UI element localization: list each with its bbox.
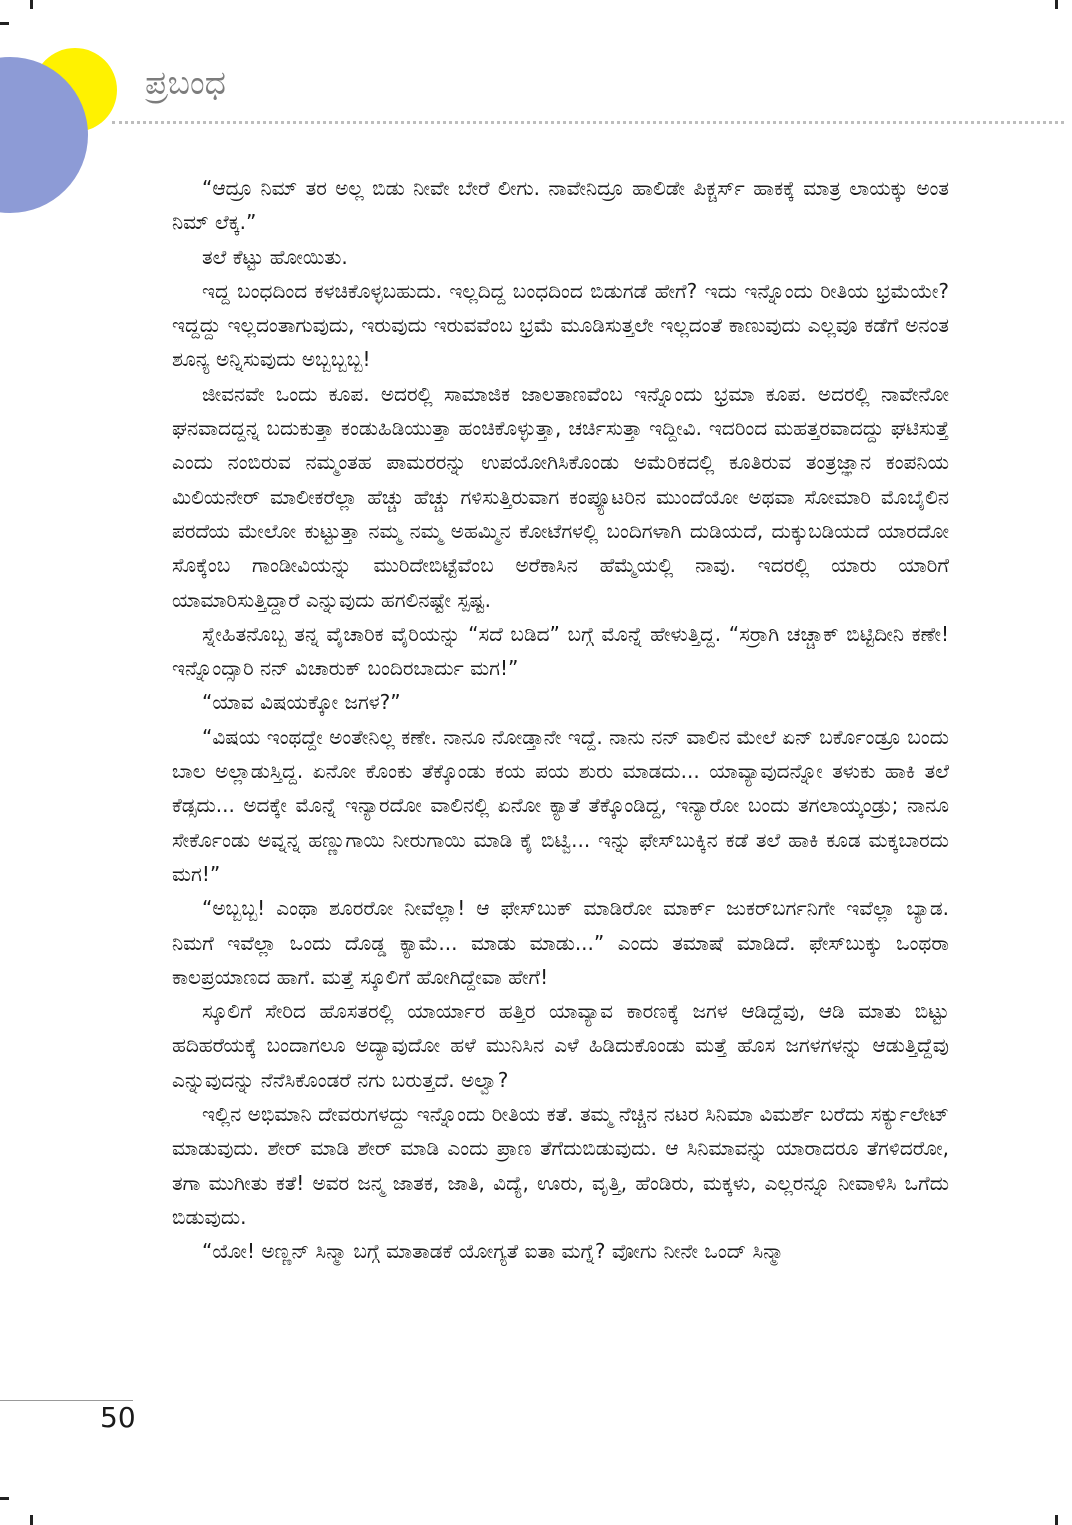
article-body [172,171,949,1269]
paragraph: “ಯಾವ ವಿಷಯಕ್ಕೋ ಜಗಳ?” [202,690,401,715]
paragraph: “ವಿಷಯ ಇಂಥದ್ದೇ ಅಂತೇನಿಲ್ಲ ಕಣೇ. ನಾನೂ ನೋಡ್ತಾನೇ ಇದ್ದೆ. ನಾನು ನನ್ ವಾಲಿನ ಮೇಲೆ ಏನ್ ಬರ್ಕೊಂಡ್ರೂ ಬಂದು ಬಾಲ ಅಲ್ಲಾಡುಸ್ತಿದ್ದ. ಏನೋ ಕೊಂಕು ತೆಕ್ಕೊಂಡು ಕಯ ಪಯ ಶುರು ಮಾಡದು... ಯಾವ್ಯಾವುದನ್ನೋ ತಳುಕು ಹಾಕಿ ತಲೆ ಕೆಡ್ಸದು... ಅದಕ್ಕೇ ಮೊನ್ನೆ ಇನ್ಯಾರದೋ ವಾಲಿನಲ್ಲಿ ಏನೋ ಕ್ಯಾತೆ ತೆಕ್ಕೊಂಡಿದ್ದ, ಇನ್ಯಾರೋ ಬಂದು ತಗಲಾಯ್ಕಂಡ್ರು; ನಾನೂ ಸೇರ್ಕೊಂಡು ಅವ್ನನ್ನ ಹಣ್ಣುಗಾಯಿ ನೀರುಗಾಯಿ ಮಾಡಿ ಕೈ ಬಿಟ್ವಿ... ಇನ್ನು ಫೇಸ್‌ಬುಕ್ಕಿನ ಕಡೆ ತಲೆ ಹಾಕಿ ಕೂಡ ಮಕ್ಕಬಾರದು ಮಗ!” [172,724,949,886]
paragraph: “ಅಬ್ಬಬ್ಬ! ಎಂಥಾ ಶೂರರೋ ನೀವೆಲ್ಲಾ! ಆ ಫೇಸ್‌ಬುಕ್ ಮಾಡಿರೋ ಮಾರ್ಕ್ ಜುಕರ್‌ಬರ್ಗನಿಗೇ ಇವೆಲ್ಲಾ ಬ್ಯಾಡ. ನಿಮಗೆ ಇವೆಲ್ಲಾ ಒಂದು ದೊಡ್ಡ ಕ್ಯಾಮೆ... ಮಾಡು ಮಾಡು...” ಎಂದು ತಮಾಷೆ ಮಾಡಿದೆ. ಫೇಸ್‌ಬುಕ್ಕು ಒಂಥರಾ ಕಾಲಪ್ರಯಾಣದ ಹಾಗೆ. ಮತ್ತೆ ಸ್ಕೂಲಿಗೆ ಹೋಗಿದ್ದೇವಾ ಹೇಗೆ! [172,896,949,989]
paragraph: “ಆದ್ರೂ ನಿಮ್ ತರ ಅಲ್ಲ ಬಿಡು ನೀವೇ ಬೇರೆ ಲೀಗು. ನಾವೇನಿದ್ರೂ ಹಾಲಿಡೇ ಪಿಕ್ಚರ್ಸ್ ಹಾಕಕ್ಕೆ ಮಾತ್ರ ಲಾಯಕ್ಕು ಅಂತ ನಿಮ್ ಲೆಕ್ಕ.” [172,176,949,235]
paragraph: ಸ್ನೇಹಿತನೊಬ್ಬ ತನ್ನ ವೈಚಾರಿಕ ವೈರಿಯನ್ನು “ಸದೆ ಬಡಿದ” ಬಗ್ಗೆ ಮೊನ್ನೆ ಹೇಳುತ್ತಿದ್ದ. “ಸರ್ರಾಗಿ ಚಚ್ಚಾಕ್ ಬಿಟ್ಟಿದೀನಿ ಕಣೇ! ಇನ್ನೊಂದ್ಸಾರಿ ನನ್ ವಿಚಾರುಕ್ ಬಂದಿರಬಾರ್ದು ಮಗ!” [172,621,949,681]
paragraph: ಸ್ಕೂಲಿಗೆ ಸೇರಿದ ಹೊಸತರಲ್ಲಿ ಯಾರ್ಯಾರ ಹತ್ತಿರ ಯಾವ್ಯಾವ ಕಾರಣಕ್ಕೆ ಜಗಳ ಆಡಿದ್ದೆವು, ಆಡಿ ಮಾತು ಬಿಟ್ಟು ಹದಿಹರೆಯಕ್ಕೆ ಬಂದಾಗಲೂ ಅದ್ಯಾವುದೋ ಹಳೆ ಮುನಿಸಿನ ಎಳೆ ಹಿಡಿದುಕೊಂಡು ಮತ್ತೆ ಹೊಸ ಜಗಳಗಳನ್ನು ಆಡುತ್ತಿದ್ದೆವು ಎನ್ನುವುದನ್ನು ನೆನೆಸಿಕೊಂಡರೆ ನಗು ಬರುತ್ತದೆ. ಅಲ್ವಾ? [172,999,949,1092]
paragraph: ತಲೆ ಕೆಟ್ಟು ಹೋಯಿತು. [202,244,348,269]
crop-mark-bottom-left [30,1515,33,1525]
paragraph: ಇದ್ದ ಬಂಧದಿಂದ ಕಳಚಿಕೊಳ್ಳಬಹುದು. ಇಲ್ಲದಿದ್ದ ಬಂಧದಿಂದ ಬಿಡುಗಡೆ ಹೇಗೆ? ಇದು ಇನ್ನೊಂದು ರೀತಿಯ ಭ್ರಮೆಯೇ? ಇದ್ದದ್ದು ಇಲ್ಲದಂತಾಗುವುದು, ಇರುವುದು ಇರುವವೆಂಬ ಭ್ರಮೆ ಮೂಡಿಸುತ್ತಲೇ ಇಲ್ಲದಂತೆ ಕಾಣುವುದು ಎಲ್ಲವೂ ಕಡೆಗೆ ಅನಂತ ಶೂನ್ಯ ಅನ್ನಿಸುವುದು ಅಬ್ಬಬ್ಬಬ್ಬ! [172,278,949,372]
page-number: 50 [100,1401,136,1434]
title-dotted-rule [112,121,1064,124]
paragraph: ಇಲ್ಲಿನ ಅಭಿಮಾನಿ ದೇವರುಗಳದ್ದು ಇನ್ನೊಂದು ರೀತಿಯ ಕತೆ. ತಮ್ಮ ನೆಚ್ಚಿನ ನಟರ ಸಿನಿಮಾ ವಿಮರ್ಶೆ ಬರೆದು ಸರ್ಕ್ಯುಲೇಟ್ ಮಾಡುವುದು. ಶೇರ್ ಮಾಡಿ ಶೇರ್ ಮಾಡಿ ಎಂದು ಪ್ರಾಣ ತೆಗೆದುಬಿಡುವುದು. ಆ ಸಿನಿಮಾವನ್ನು ಯಾರಾದರೂ ತೆಗಳಿದರೋ, ತಗಾ ಮುಗೀತು ಕತೆ! ಅವರ ಜನ್ಮ ಜಾತಕ, ಜಾತಿ, ವಿದ್ಯೆ, ಊರು, ವೃತ್ತಿ, ಹೆಂಡಿರು, ಮಕ್ಕಳು, ಎಲ್ಲರನ್ನೂ ನೀವಾಳಿಸಿ ಒಗೆದು ಬಿಡುವುದು. [172,1102,949,1229]
paragraph: “ಯೋ! ಅಣ್ಣನ್ ಸಿನ್ಮಾ ಬಗ್ಗೆ ಮಾತಾಡಕೆ ಯೋಗ್ಯತೆ ಐತಾ ಮಗ್ನೆ? ವೋಗು ನೀನೇ ಒಂದ್ ಸಿನ್ಮಾ [202,1239,784,1264]
crop-mark-bottom-right [1055,1515,1058,1525]
paragraph: ಜೀವನವೇ ಒಂದು ಕೂಪ. ಅದರಲ್ಲಿ ಸಾಮಾಜಿಕ ಜಾಲತಾಣವೆಂಬ ಇನ್ನೊಂದು ಭ್ರಮಾ ಕೂಪ. ಅದರಲ್ಲಿ ನಾವೇನೋ ಘನವಾದದ್ದನ್ನ ಬದುಕುತ್ತಾ ಕಂಡುಹಿಡಿಯುತ್ತಾ ಹಂಚಿಕೊಳ್ಳುತ್ತಾ, ಚರ್ಚಿಸುತ್ತಾ ಇದ್ದೀವಿ. ಇದರಿಂದ ಮಹತ್ತರವಾದದ್ದು ಘಟಿಸುತ್ತೆ ಎಂದು ನಂಬಿರುವ ನಮ್ಮಂತಹ ಪಾಮರರನ್ನು ಉಪಯೋಗಿಸಿಕೊಂಡು ಅಮೆರಿಕದಲ್ಲಿ ಕೂತಿರುವ ತಂತ್ರಜ್ಞಾನ ಕಂಪನಿಯ ಮಿಲಿಯನೇರ್ ಮಾಲೀಕರೆಲ್ಲಾ ಹೆಚ್ಚು ಹೆಚ್ಚು ಗಳಿಸುತ್ತಿರುವಾಗ ಕಂಪ್ಯೂಟರಿನ ಮುಂದೆಯೋ ಅಥವಾ ಸೋಮಾರಿ ಮೊಬೈಲಿನ ಪರದೆಯ ಮೇಲೋ ಕುಟ್ಟುತ್ತಾ ನಮ್ಮ ನಮ್ಮ ಅಹಮ್ಮಿನ ಕೋಟೆಗಳಲ್ಲಿ ಬಂದಿಗಳಾಗಿ ದುಡಿಯದೆ, ದುಕ್ಕುಬಡಿಯದೆ ಯಾರದೋ ಸೊಕ್ಕೆಂಬ ಗಾಂಡೀವಿಯನ್ನು ಮುರಿದೇಬಿಟ್ಟೆವೆಂಬ ಅರೆಕಾಸಿನ ಹೆಮ್ಮೆಯಲ್ಲಿ ನಾವು. ಇದರಲ್ಲಿ ಯಾರು ಯಾರಿಗೆ ಯಾಮಾರಿಸುತ್ತಿದ್ದಾರೆ ಎನ್ನುವುದು ಹಗಲಿನಷ್ಟೇ ಸ್ಪಷ್ಟ. [172,381,949,612]
decorative-circles [0,0,180,220]
crop-mark-top-right [1055,0,1058,9]
crop-mark-left-bottom [0,1497,9,1500]
section-title: ಪ್ರಬಂಧ [145,63,226,102]
